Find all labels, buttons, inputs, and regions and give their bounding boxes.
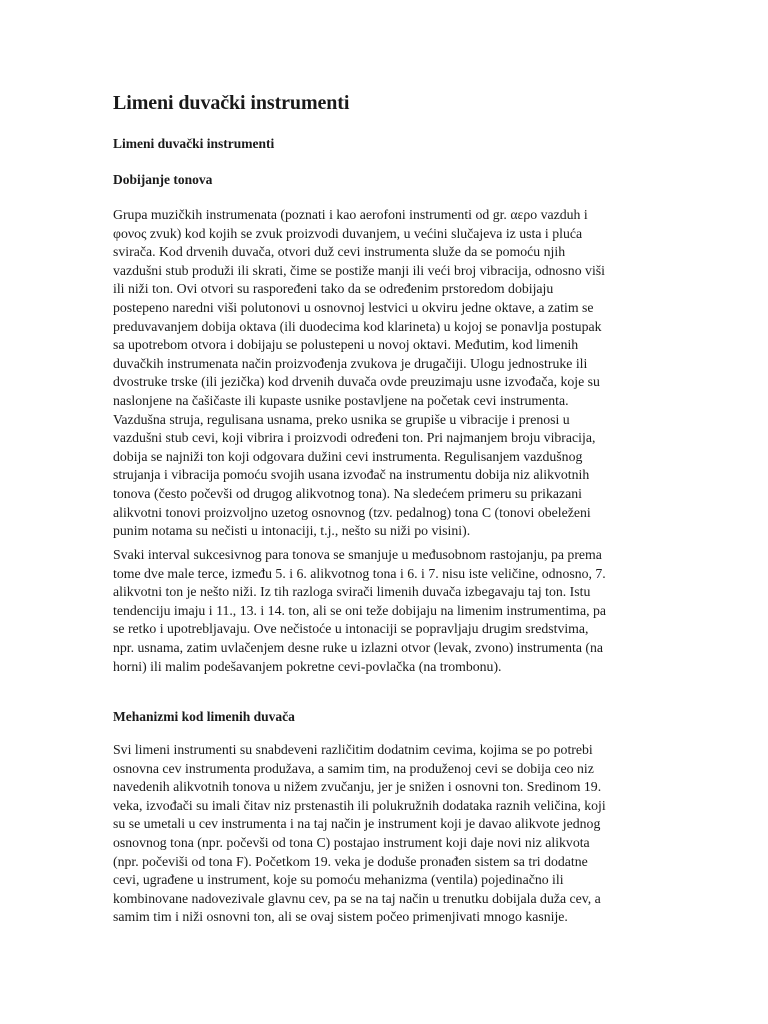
text-line: naslonjene na čašičaste ili kupaste usnike postavljene na početak cevi instrumenta. xyxy=(113,392,569,408)
text-line: preduvavanjem dobija oktava (ili duodecima kod klarineta) u kojoj se ponavlja postupak xyxy=(113,318,602,334)
text-line: kombinovane nadovezivale glavnu cev, pa se na taj način u trenutku dobijala duža cev, a xyxy=(113,890,601,906)
text-line: Vazdušna struja, regulisana usnama, preko usnika se grupiše u vibracije i prenosi u xyxy=(113,411,570,427)
text-line: duvačkih instrumenata način proizvođenja zvukova je drugačiji. Ulogu jednostruke ili xyxy=(113,355,588,371)
text-line: Svi limeni instrumenti su snabdeveni različitim dodatnim cevima, kojima se po potrebi xyxy=(113,742,593,757)
text-line: osnovnog tona (npr. počevši od tona C) postajao instrument koji daje novi niz alikvota xyxy=(113,834,590,850)
document-subtitle: Limeni duvački instrumenti xyxy=(113,136,275,151)
text-line: Svaki interval sukcesivnog para tonova se smanjuje u međusobnom rastojanju, pa prema xyxy=(113,547,602,562)
text-line: (npr. počeviši od tona F). Početkom 19. veka je doduše pronađen sistem sa tri dodatne xyxy=(113,853,588,869)
text-line: sa upotrebom otvora i dobijaju se polustepeni u novoj oktavi. Međutim, kod limenih xyxy=(113,337,579,353)
paragraph-3 xyxy=(113,741,658,927)
text-line: alikvotni ton je nešto niži. Iz tih razloga svirači limenih duvača izbegavaju taj ton. Istu xyxy=(113,584,591,600)
text-line: dobija se najniži ton koji odgovara dužini cevi instrumenta. Regulisanjem vazdušnog xyxy=(113,448,583,464)
text-line: φονος zvuk) kod kojih se zvuk proizvodi duvanjem, u većini slučajeva iz usta i pluća xyxy=(113,225,583,241)
text-line: vazdušni stub cevi, koji vibrira i proizvodi određeni ton. Pri najmanjem broju vibracija, xyxy=(113,430,596,446)
text-line: tome dve male terce, između 5. i 6. alikvotnog tona i 6. i 7. nisu iste veličine, odnosno, 7. xyxy=(113,565,606,581)
text-line: svirača. Kod drvenih duvača, otvori duž cevi instrumenta služe da se pomoću njih xyxy=(113,244,566,260)
text-line: su se umetali u cev instrumenta i na taj način je instrument koji je davao alikvote jednog xyxy=(113,816,601,832)
text-line: horni) ili malim podešavanjem pokretne cevi-povlačka (na trombonu). xyxy=(113,658,502,674)
section-heading-mehanizmi: Mehanizmi kod limenih duvača xyxy=(113,709,295,724)
text-line: ili niži ton. Ovi otvori su raspoređeni tako da se određenim prstoredom dobijaju xyxy=(113,281,554,297)
text-line: se retko i upotrebljavaju. Ove nečistoće u intonaciji se popravljaju drugim sredstvima, xyxy=(113,621,589,637)
text-line: cevi, ugrađene u instrument, koje su pomoću mehanizma (ventila) pojedinačno ili xyxy=(113,872,564,888)
text-line: strujanja i vibracija pomoću svojih usana izvođač na instrumentu dobija niz alikvotnih xyxy=(113,467,590,483)
text-line: postepeno naredni viši polutonovi u osnovnoj lestvici u okviru jedne oktave, a zatim se xyxy=(113,299,594,315)
text-line: veka, izvođači su imali čitav niz prstenastih ili polukružnih dodataka raznih veličina, koji xyxy=(113,797,606,813)
page-title: Limeni duvački instrumenti xyxy=(113,92,350,114)
text-line: Grupa muzičkih instrumenata (poznati i kao aerofoni instrumenti od gr. αερο vazduh i xyxy=(113,207,588,222)
text-line: osnovna cev instrumenta produžava, a samim tim, na produženoj cevi se dobija ceo niz xyxy=(113,760,594,776)
text-line: vazdušni stub produži ili skrati, čime se postiže manji ili veći broj vibracija, odnosno viši xyxy=(113,262,605,278)
section-heading-dobijanje-tonova: Dobijanje tonova xyxy=(113,172,213,187)
text-line: navedenih alikvotnih tonova u nižem zvučanju, jer je snižen i osnovni ton. Sredinom 19. xyxy=(113,779,602,795)
paragraph-2 xyxy=(113,546,658,676)
text-line: dvostruke trske (ili jezička) kod drvenih duvača ovde preuzimaju usne izvođača, koje su xyxy=(113,374,600,390)
text-line: tonova (često počevši od drugog alikvotnog tona). Na sledećem primeru su prikazani xyxy=(113,485,582,501)
text-line: punim notama su nečisti u intonaciji, t.j., nešto su niži po visini). xyxy=(113,523,471,539)
text-line: tendenciju imaju i 11., 13. i 14. ton, ali se oni teže dobijaju na limenim instrumentima, pa xyxy=(113,602,607,618)
paragraph-1 xyxy=(113,206,658,541)
text-line: alikvotni tonovi proizvoljno uzetog osnovnog (tzv. pedalnog) tona C (tonovi obeleženi xyxy=(113,504,591,520)
text-line: samim tim i niži osnovni ton, ali se ovaj sistem počeo primenjivati mnogo kasnije. xyxy=(113,909,568,925)
text-line: npr. usnama, zatim uvlačenjem desne ruke u izlazni otvor (levak, zvono) instrumenta (na xyxy=(113,639,604,655)
